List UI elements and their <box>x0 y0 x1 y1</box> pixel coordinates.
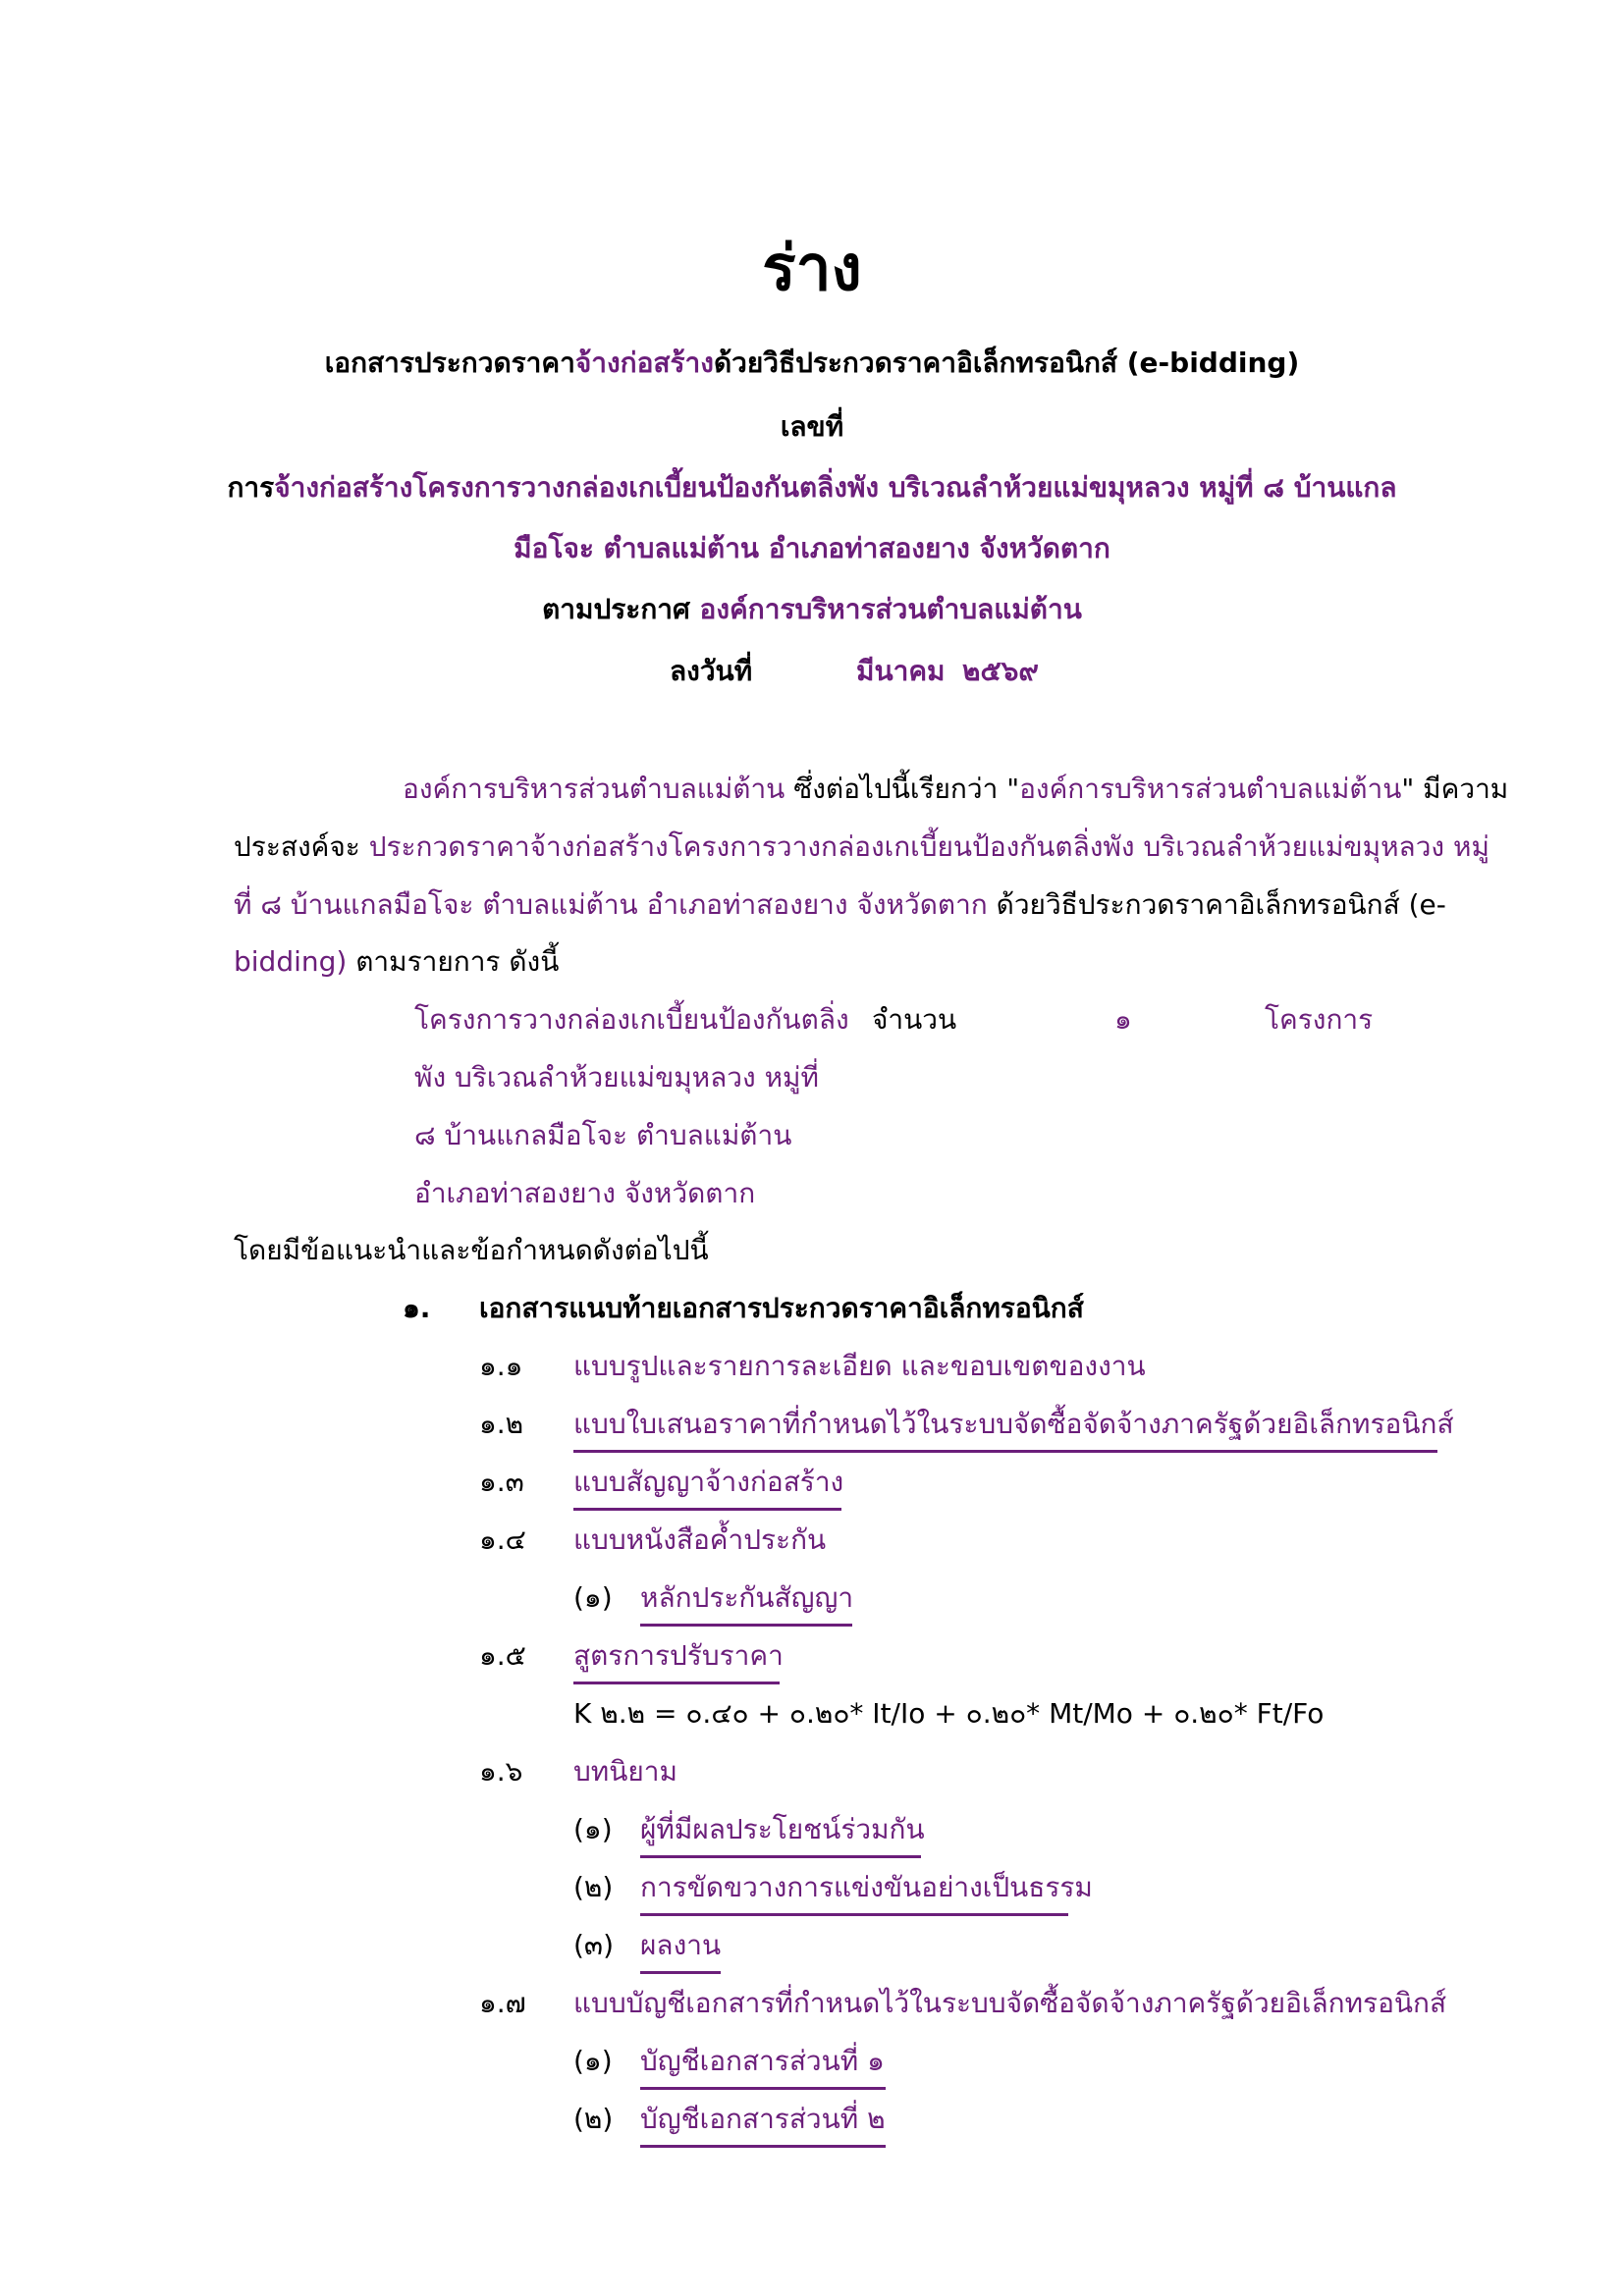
project-heading-name: จ้างก่อสร้างโครงการวางกล่องเกเบี้ยนป้องกันตลิ่งพัง บริเวณลำห้วยแม่ขมุหลวง หมู่ที่ ๘ บ้านแกล <box>274 471 1397 504</box>
item-name-line3: ๘ บ้านแกลมือโจะ ตำบลแม่ต้าน <box>414 1119 792 1151</box>
item-1-5-number: ๑.๕ <box>479 1639 526 1672</box>
project-heading-line2: มือโจะ ตำบลแม่ต้าน อำเภอท่าสองยาง จังหวัดตาก <box>514 532 1110 564</box>
item-1-6-3-number: (๓) <box>573 1929 614 1961</box>
intro-line1 <box>403 770 1508 809</box>
item-1-7-2-number: (๒) <box>573 2103 614 2135</box>
intro-line4 <box>234 942 559 982</box>
intro-text2: " มีความ <box>1401 773 1509 805</box>
project-heading-line1 <box>0 468 1624 507</box>
item-1-7-1-number: (๑) <box>573 2045 613 2077</box>
intro-org-quoted: องค์การบริหารส่วนตำบลแม่ต้าน <box>1019 773 1402 805</box>
section1-number: ๑. <box>403 1292 431 1324</box>
doc-type-part3: ด้วยวิธีประกวดราคาอิเล็กทรอนิกส์ (e-bidding) <box>713 347 1300 379</box>
item-1-4-1-link[interactable]: หลักประกันสัญญา <box>640 1578 852 1627</box>
item-name-line4: อำเภอท่าสองยาง จังหวัดตาก <box>414 1177 756 1209</box>
draft-title: ร่าง <box>762 233 862 305</box>
item-1-7-number: ๑.๗ <box>479 1987 526 2019</box>
item-1-5-link[interactable]: สูตรการปรับราคา <box>573 1636 780 1684</box>
date-year: ๒๕๖๙ <box>962 655 1039 687</box>
announcement-org: องค์การบริหารส่วนตำบลแม่ต้าน <box>699 593 1082 625</box>
item-1-7-2-link[interactable]: บัญชีเอกสารส่วนที่ ๒ <box>640 2100 886 2148</box>
item-1-6-2-link[interactable]: การขัดขวางการแข่งขันอย่างเป็นธรรม <box>640 1868 1068 1916</box>
item-1-1-number: ๑.๑ <box>479 1350 523 1382</box>
item-1-1-text: แบบรูปและรายการละเอียด และขอบเขตของงาน <box>573 1350 1146 1382</box>
intro-line4-bidding: bidding) <box>234 945 348 978</box>
item-1-4-number: ๑.๔ <box>479 1523 526 1556</box>
doc-type-heading <box>0 344 1624 383</box>
intro-line2 <box>234 828 1489 867</box>
item-1-6-number: ๑.๖ <box>479 1755 523 1788</box>
item-1-6-2-number: (๒) <box>573 1871 614 1903</box>
intro-org: องค์การบริหารส่วนตำบลแม่ต้าน <box>403 773 785 805</box>
item-name-line2: พัง บริเวณลำห้วยแม่ขมุหลวง หมู่ที่ <box>414 1061 819 1094</box>
section1-title: เอกสารแนบท้ายเอกสารประกวดราคาอิเล็กทรอนิกส์ <box>479 1292 1084 1324</box>
announcement-label: ตามประกาศ <box>542 593 690 625</box>
item-1-6-1-number: (๑) <box>573 1813 613 1845</box>
intro-line2-project: ประกวดราคาจ้างก่อสร้างโครงการวางกล่องเกเบี้ยนป้องกันตลิ่งพัง บริเวณลำห้วยแม่ขมุหลวง หมู่ <box>368 830 1489 863</box>
intro-line3-method: ด้วยวิธีประกวดราคาอิเล็กทรอนิกส์ (e- <box>987 888 1446 921</box>
item-1-3-number: ๑.๓ <box>479 1466 524 1498</box>
item-1-6-1-link[interactable]: ผู้ที่มีผลประโยชน์ร่วมกัน <box>640 1810 921 1858</box>
intro-line3 <box>234 885 1446 925</box>
intro-line3-location: ที่ ๘ บ้านแกลมือโจะ ตำบลแม่ต้าน อำเภอท่าสองยาง จังหวัดตาก <box>234 888 988 921</box>
announcement-line <box>0 590 1624 629</box>
date-label: ลงวันที่ <box>670 655 753 687</box>
doc-type-part1: เอกสารประกวดราคา <box>324 347 575 379</box>
item-unit: โครงการ <box>1265 1003 1374 1036</box>
item-1-7-1-link[interactable]: บัญชีเอกสารส่วนที่ ๑ <box>640 2042 886 2090</box>
item-qty-label: จำนวน <box>872 1003 957 1036</box>
price-formula: K ๒.๒ = ๐.๔๐ + ๐.๒๐* It/Io + ๐.๒๐* Mt/Mo + ๐.๒๐* Ft/Fo <box>573 1697 1325 1730</box>
item-1-6-text: บทนิยาม <box>573 1755 677 1788</box>
item-qty: ๑ <box>1114 1003 1132 1036</box>
item-1-4-1-number: (๑) <box>573 1581 613 1614</box>
item-1-4-text: แบบหนังสือค้ำประกัน <box>573 1523 827 1556</box>
project-heading-prefix: การ <box>227 471 275 504</box>
item-name-line1: โครงการวางกล่องเกเบี้ยนป้องกันตลิ่ง <box>414 1003 849 1036</box>
item-1-2-link[interactable]: แบบใบเสนอราคาที่กำหนดไว้ในระบบจัดซื้อจัดจ้างภาครัฐด้วยอิเล็กทรอนิกส์ <box>573 1405 1437 1453</box>
item-1-3-link[interactable]: แบบสัญญาจ้างก่อสร้าง <box>573 1463 841 1511</box>
intro-text1: ซึ่งต่อไปนี้เรียกว่า " <box>785 773 1020 805</box>
doc-type-part2: จ้างก่อสร้าง <box>574 347 714 379</box>
item-1-7-text: แบบบัญชีเอกสารที่กำหนดไว้ในระบบจัดซื้อจัดจ้างภาครัฐด้วยอิเล็กทรอนิกส์ <box>573 1987 1447 2019</box>
item-1-2-number: ๑.๒ <box>479 1408 524 1440</box>
doc-number-label: เลขที่ <box>780 410 844 443</box>
date-month: มีนาคม <box>856 655 946 687</box>
intro-line2-prefix: ประสงค์จะ <box>234 830 369 863</box>
guidelines-text: โดยมีข้อแนะนำและข้อกำหนดดังต่อไปนี้ <box>234 1234 709 1266</box>
intro-line4-text: ตามรายการ ดังนี้ <box>347 945 560 978</box>
item-1-6-3-link[interactable]: ผลงาน <box>640 1926 721 1974</box>
